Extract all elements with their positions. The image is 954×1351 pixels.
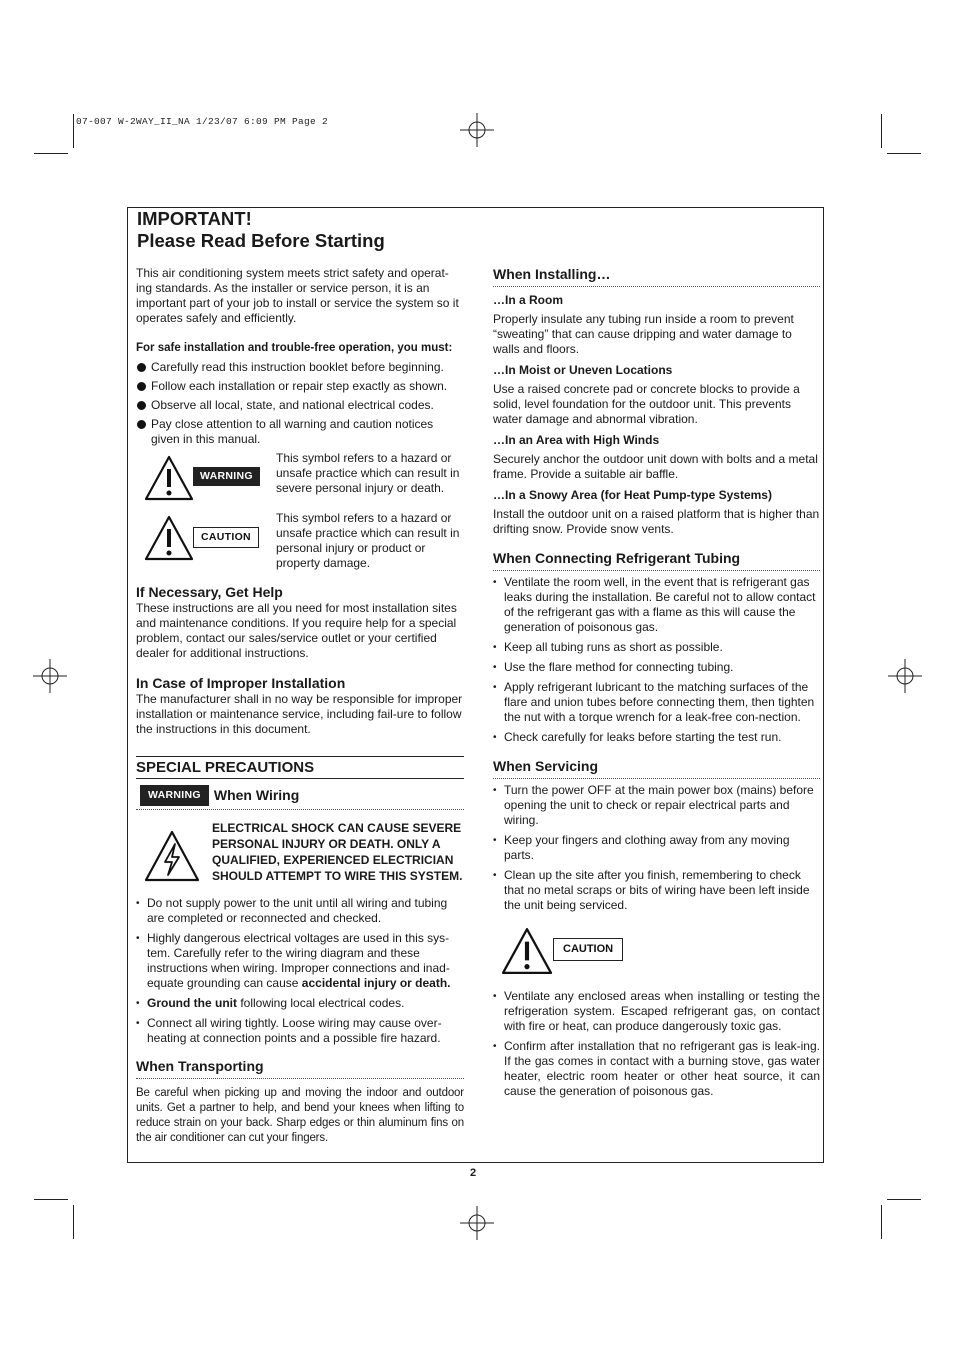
caution-symbol-text: This symbol refers to a hazard or unsafe practice which can result in personal injury or product or property damage.: [276, 511, 460, 570]
warning-symbol-row: [136, 451, 464, 505]
electric-shock-icon: [144, 830, 200, 882]
list-item-emphasis: Ground the unit: [147, 996, 237, 1010]
room-heading: …In a Room: [493, 293, 564, 307]
list-item: • Confirm after installation that no refrigerant gas is leak-ing. If the gas comes in contact with a burning stove, gas water heater, electric room heater or other heat source, it can cause the generation of poisonous gas.: [493, 1039, 820, 1099]
crop-mark: [73, 114, 74, 148]
list-item: • Clean up the site after you finish, remembering to check that no metal scraps or bits of wiring have been left inside the unit being serviced.: [493, 868, 820, 913]
warning-triangle-icon: [144, 515, 194, 561]
print-slug: 07-007 W-2WAY_II_NA 1/23/07 6:09 PM Page 2: [76, 116, 329, 127]
snowy-heading: …In a Snowy Area (for Heat Pump-type Systems): [493, 488, 772, 502]
special-precautions-heading: SPECIAL PRECAUTIONS: [136, 756, 464, 779]
caution-label: CAUTION: [193, 527, 259, 548]
transport-heading: When Transporting: [136, 1058, 464, 1079]
help-heading: If Necessary, Get Help: [136, 584, 283, 600]
registration-mark-icon: [888, 659, 922, 693]
shock-warning-row: [136, 820, 464, 890]
list-item: • Do not supply power to the unit until all wiring and tubing are completed or reconnected and checked.: [136, 896, 464, 926]
list-item: • Ventilate any enclosed areas when installing or testing the refrigeration system. Escaped refrigerant gas, on contact with fire or heat, can produce dangerously toxic gas.: [493, 989, 820, 1034]
page-number: 2: [470, 1167, 477, 1179]
caution-symbol: [136, 511, 276, 565]
moist-paragraph: Use a raised concrete pad or concrete blocks to provide a solid, level foundation for the outdoor unit. This prevents water damage and abnormal vibration.: [493, 382, 800, 426]
snowy-paragraph: Install the outdoor unit on a raised platform that is higher than drifting snow. Provide snow vents.: [493, 507, 820, 536]
list-item: [136, 931, 464, 991]
crop-mark: [34, 1199, 68, 1200]
registration-mark-icon: [33, 659, 67, 693]
wiring-heading: When Wiring: [213, 787, 300, 803]
warning-triangle-icon: [501, 927, 553, 975]
caution-list: [493, 989, 820, 1099]
list-item-emphasis: accidental injury or death.: [301, 976, 451, 990]
list-item: Carefully read this instruction booklet before beginning.: [136, 360, 464, 375]
must-heading: For safe installation and trouble-free operation, you must:: [136, 342, 453, 354]
registration-mark-icon: [460, 113, 494, 147]
room-paragraph: Properly insulate any tubing run inside a room to prevent “sweating” that can cause dripping and water damage to walls and floors.: [493, 312, 794, 356]
list-item: • Connect all wiring tightly. Loose wiring may cause over-heating at connection points and a possible fire hazard.: [136, 1016, 464, 1046]
tubing-list: [493, 575, 820, 745]
list-item: • Apply refrigerant lubricant to the matching surfaces of the flare and union tubes before connecting them, then tighten the nut with a torque wrench for a leak-free con-nection.: [493, 680, 820, 725]
caution-label: CAUTION: [553, 938, 623, 961]
transport-paragraph: Be careful when picking up and moving the indoor and outdoor units. Get a partner to help, and bend your knees when lifting to reduce strain on your back. Sharp edges or thin aluminum fins on the air conditioner can cut your fingers.: [136, 1087, 464, 1144]
right-column: [493, 266, 820, 1104]
servicing-list: [493, 783, 820, 913]
left-column: [136, 266, 464, 1146]
warning-symbol-text: This symbol refers to a hazard or unsafe practice which can result in severe personal injury or death.: [276, 451, 460, 495]
warning-label: WARNING: [193, 467, 260, 486]
list-item: Observe all local, state, and national electrical codes.: [136, 398, 464, 413]
list-item-text: following local electrical codes.: [240, 996, 405, 1010]
list-item: • Ventilate the room well, in the event that is refrigerant gas leaks during the installation. Be careful not to allow contact of the refrigerant gas with a flame as this will cause the generation of poisonous gas.: [493, 575, 820, 635]
improper-heading: In Case of Improper Installation: [136, 675, 346, 691]
list-item: • Check carefully for leaks before starting the test run.: [493, 730, 820, 745]
wiring-heading-row: [136, 785, 464, 810]
list-item: • Keep your fingers and clothing away from any moving parts.: [493, 833, 820, 863]
tubing-heading: When Connecting Refrigerant Tubing: [493, 550, 820, 571]
page-title: [137, 208, 385, 252]
shock-symbol: [136, 820, 212, 890]
list-item: Pay close attention to all warning and caution notices given in this manual.: [136, 417, 464, 447]
crop-mark: [887, 153, 921, 154]
intro-paragraph: This air conditioning system meets strict safety and operat-ing standards. As the installer or service person, it is an important part of your job to install or service the system so it operates safely and efficiently.: [136, 266, 459, 325]
shock-warning-text: ELECTRICAL SHOCK CAN CAUSE SEVERE PERSONAL INJURY OR DEATH. ONLY A QUALIFIED, EXPERIENCED ELECTRICIAN SHOULD ATTEMPT TO WIRE THIS SYSTEM.: [212, 821, 463, 883]
warning-symbol: [136, 451, 276, 505]
list-item: [136, 996, 464, 1011]
installing-heading: When Installing…: [493, 266, 820, 287]
moist-heading: …In Moist or Uneven Locations: [493, 363, 673, 377]
wiring-list: [136, 896, 464, 1046]
crop-mark: [73, 1205, 74, 1239]
crop-mark: [887, 1199, 921, 1200]
winds-paragraph: Securely anchor the outdoor unit down with bolts and a metal frame. Provide a suitable air baffle.: [493, 452, 818, 481]
list-item-text: Highly dangerous electrical voltages are used in this sys-tem. Carefully refer to the wiring diagram and these instructions when wiring. Improper connections and inad-equate grounding can cause: [147, 931, 450, 990]
crop-mark: [34, 153, 68, 154]
must-list: [136, 360, 464, 447]
list-item: • Turn the power OFF at the main power box (mains) before opening the unit to check or repair electrical parts and wiring.: [493, 783, 820, 828]
improper-paragraph: The manufacturer shall in no way be responsible for improper installation or maintenance service, including fail-ure to follow the instructions in this document.: [136, 692, 463, 736]
winds-heading: …In an Area with High Winds: [493, 433, 660, 447]
help-paragraph: These instructions are all you need for most installation sites and maintenance conditions. If you require help for a special problem, contact our sales/service outlet or your certified dealer for additional instructions.: [136, 601, 457, 660]
registration-mark-icon: [460, 1206, 494, 1240]
list-item: • Keep all tubing runs as short as possible.: [493, 640, 820, 655]
crop-mark: [881, 114, 882, 148]
caution-symbol: [493, 921, 820, 979]
servicing-heading: When Servicing: [493, 758, 820, 779]
list-item: • Use the flare method for connecting tubing.: [493, 660, 820, 675]
warning-triangle-icon: [144, 455, 194, 501]
title-line: Please Read Before Starting: [137, 230, 385, 251]
warning-label: WARNING: [140, 785, 209, 806]
list-item: Follow each installation or repair step exactly as shown.: [136, 379, 464, 394]
crop-mark: [881, 1205, 882, 1239]
caution-symbol-row: [136, 511, 464, 571]
title-line: IMPORTANT!: [137, 208, 252, 229]
